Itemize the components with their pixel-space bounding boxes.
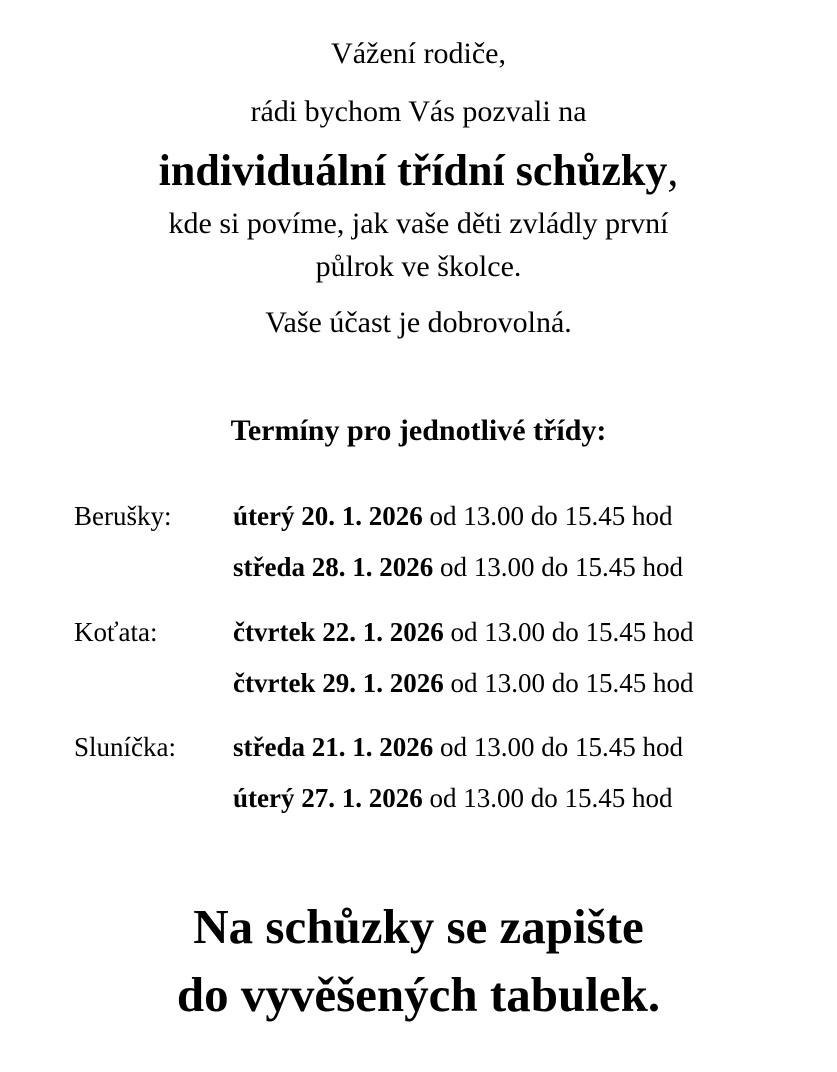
greeting: Vážení rodiče, [331, 37, 506, 70]
headline [0, 144, 837, 198]
slot-date: středa 21. 1. 2026 [233, 732, 434, 762]
description-line-2: půlrok ve školce. [315, 250, 522, 283]
schedule-slot [233, 549, 683, 585]
schedule-slot [233, 498, 672, 534]
footer-punct: . [647, 967, 661, 1022]
invite-text: rádi bychom Vás pozvali na [250, 95, 587, 128]
schedule-slot [233, 665, 693, 701]
slot-time: od 13.00 do 15.45 hod [422, 501, 673, 531]
slot-date: středa 28. 1. 2026 [233, 552, 434, 582]
schedule-title: Termíny pro jednotlivé třídy: [230, 414, 607, 447]
slot-date: úterý 27. 1. 2026 [233, 783, 423, 813]
class-name-berusky: Berušky: [74, 501, 172, 531]
slot-date: čtvrtek 22. 1. 2026 [233, 617, 444, 647]
slot-date: čtvrtek 29. 1. 2026 [233, 668, 444, 698]
schedule-slot [233, 780, 672, 816]
slot-time: od 13.00 do 15.45 hod [422, 783, 673, 813]
footer-line-2 [0, 965, 837, 1025]
headline-punct: , [667, 146, 679, 195]
footer-line-2-text: do vyvěšených tabulek [176, 967, 648, 1022]
description-line-1: kde si povíme, jak vaše děti zvládly první [168, 207, 669, 240]
voluntary-note: Vaše účast je dobrovolná. [265, 306, 572, 339]
slot-date: úterý 20. 1. 2026 [233, 501, 423, 531]
class-name-kotata: Koťata: [74, 617, 158, 647]
slot-time: od 13.00 do 15.45 hod [433, 732, 683, 762]
slot-time: od 13.00 do 15.45 hod [443, 668, 694, 698]
headline-text: individuální třídní schůzky [158, 146, 668, 195]
footer-line-1: Na schůzky se zapište [193, 899, 644, 954]
slot-time: od 13.00 do 15.45 hod [433, 552, 683, 582]
slot-time: od 13.00 do 15.45 hod [443, 617, 694, 647]
class-name-slunicka: Sluníčka: [74, 732, 176, 762]
schedule-slot [233, 614, 693, 650]
schedule-slot [233, 729, 683, 765]
